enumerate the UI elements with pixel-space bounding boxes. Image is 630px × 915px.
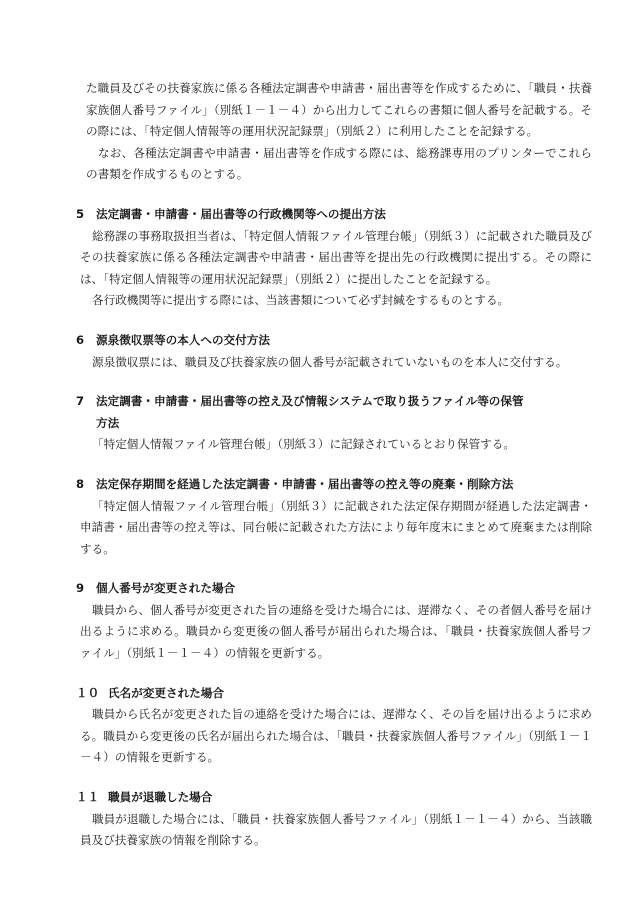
section-paragraph: 職員から、個人番号が変更された旨の連絡を受けた場合には、遅滞なく、その者個人番号を届け出るように求める。職員から変更後の個人番号が届出られた場合は、「職員・扶養家族個人番号ファイル」（別紙１－１－４）の情報を更新する。 xyxy=(80,602,592,661)
section-number: 5 xyxy=(76,206,85,221)
section-number: 7 xyxy=(76,394,85,409)
section-10 xyxy=(76,683,592,769)
section-number: １１ xyxy=(76,790,100,805)
section-heading xyxy=(76,391,592,434)
section-paragraph: 「特定個人情報ファイル管理台帳」（別紙３）に記録されているとおり保管する。 xyxy=(92,437,515,452)
section-11 xyxy=(76,787,592,852)
section-paragraph: 職員から氏名が変更された旨の連絡を受けた場合には、遅滞なく、その旨を届け出るように求める。職員から変更後の氏名が届出られた場合は、「職員・扶養家族個人番号ファイル」（別紙１－１－４）の情報を更新する。 xyxy=(80,707,592,765)
intro-paragraph-2: なお、各種法定調書や申請書・届出書等を作成する際には、総務課専用のプリンターでこれらの書類を作成するものとする。 xyxy=(86,145,592,182)
section-paragraph: 職員が退職した場合には、「職員・扶養家族個人番号ファイル」（別紙１－１－４）から、当該職員及び扶養家族の情報を削除する。 xyxy=(80,811,592,848)
section-8 xyxy=(76,474,592,560)
intro-paragraph-1: た職員及びその扶養家族に係る各種法定調書や申請書・届出書等を作成するために、「職員・扶養家族個人番号ファイル」（別紙１－１－４）から出力してこれらの書類に個人番号を記載する。その際には、「特定個人情報等の運用状況記録票」（別紙２）に利用したことを記録する。 xyxy=(86,81,592,139)
section-number: 6 xyxy=(76,332,85,347)
section-9 xyxy=(76,578,592,664)
section-5 xyxy=(76,204,592,312)
section-heading xyxy=(76,330,592,352)
section-number: 9 xyxy=(76,581,85,596)
section-heading xyxy=(76,578,592,600)
section-paragraph: 源泉徴収票には、職員及び扶養家族の個人番号が記載されていないものを本人に交付する。 xyxy=(92,354,568,369)
section-heading xyxy=(76,474,592,496)
section-paragraph: 「特定個人情報ファイル管理台帳」（別紙３）に記載された法定保存期間が経過した法定調書・申請書・届出書等の控え等は、同台帳に記載された方法により毎年度末にまとめて廃棄または削除する。 xyxy=(80,498,592,556)
section-7 xyxy=(76,391,592,456)
section-title: 法定保存期間を経過した法定調書・申請書・届出書等の控え等の廃棄・削除方法 xyxy=(96,476,514,491)
section-title: 氏名が変更された場合 xyxy=(108,685,224,700)
intro-block xyxy=(86,78,592,186)
section-6 xyxy=(76,330,592,373)
section-title-continued: 方法 xyxy=(96,415,120,430)
section-title: 法定調書・申請書・届出書等の控え及び情報システムで取り扱うファイル等の保管 xyxy=(96,394,524,409)
section-heading xyxy=(76,787,592,809)
section-title: 個人番号が変更された場合 xyxy=(96,581,236,596)
section-number: １０ xyxy=(76,685,100,700)
section-number: 8 xyxy=(76,476,85,491)
section-title: 職員が退職した場合 xyxy=(108,790,213,805)
section-title: 法定調書・申請書・届出書等の行政機関等への提出方法 xyxy=(96,206,386,221)
section-paragraph: 総務課の事務取扱担当者は、「特定個人情報ファイル管理台帳」（別紙３）に記載された職員及びその扶養家族に係る各種法定調書や申請書・届出書等を提出先の行政機関に提出する。その際には、「特定個人情報等の運用状況記録票」（別紙２）に提出したことを記録する。 xyxy=(80,228,592,286)
section-heading xyxy=(76,683,592,705)
section-title: 源泉徴収票等の本人への交付方法 xyxy=(96,332,270,347)
section-paragraph: 各行政機関等に提出する際には、当該書類について必ず封緘をするものとする。 xyxy=(92,293,510,308)
section-heading xyxy=(76,204,592,226)
